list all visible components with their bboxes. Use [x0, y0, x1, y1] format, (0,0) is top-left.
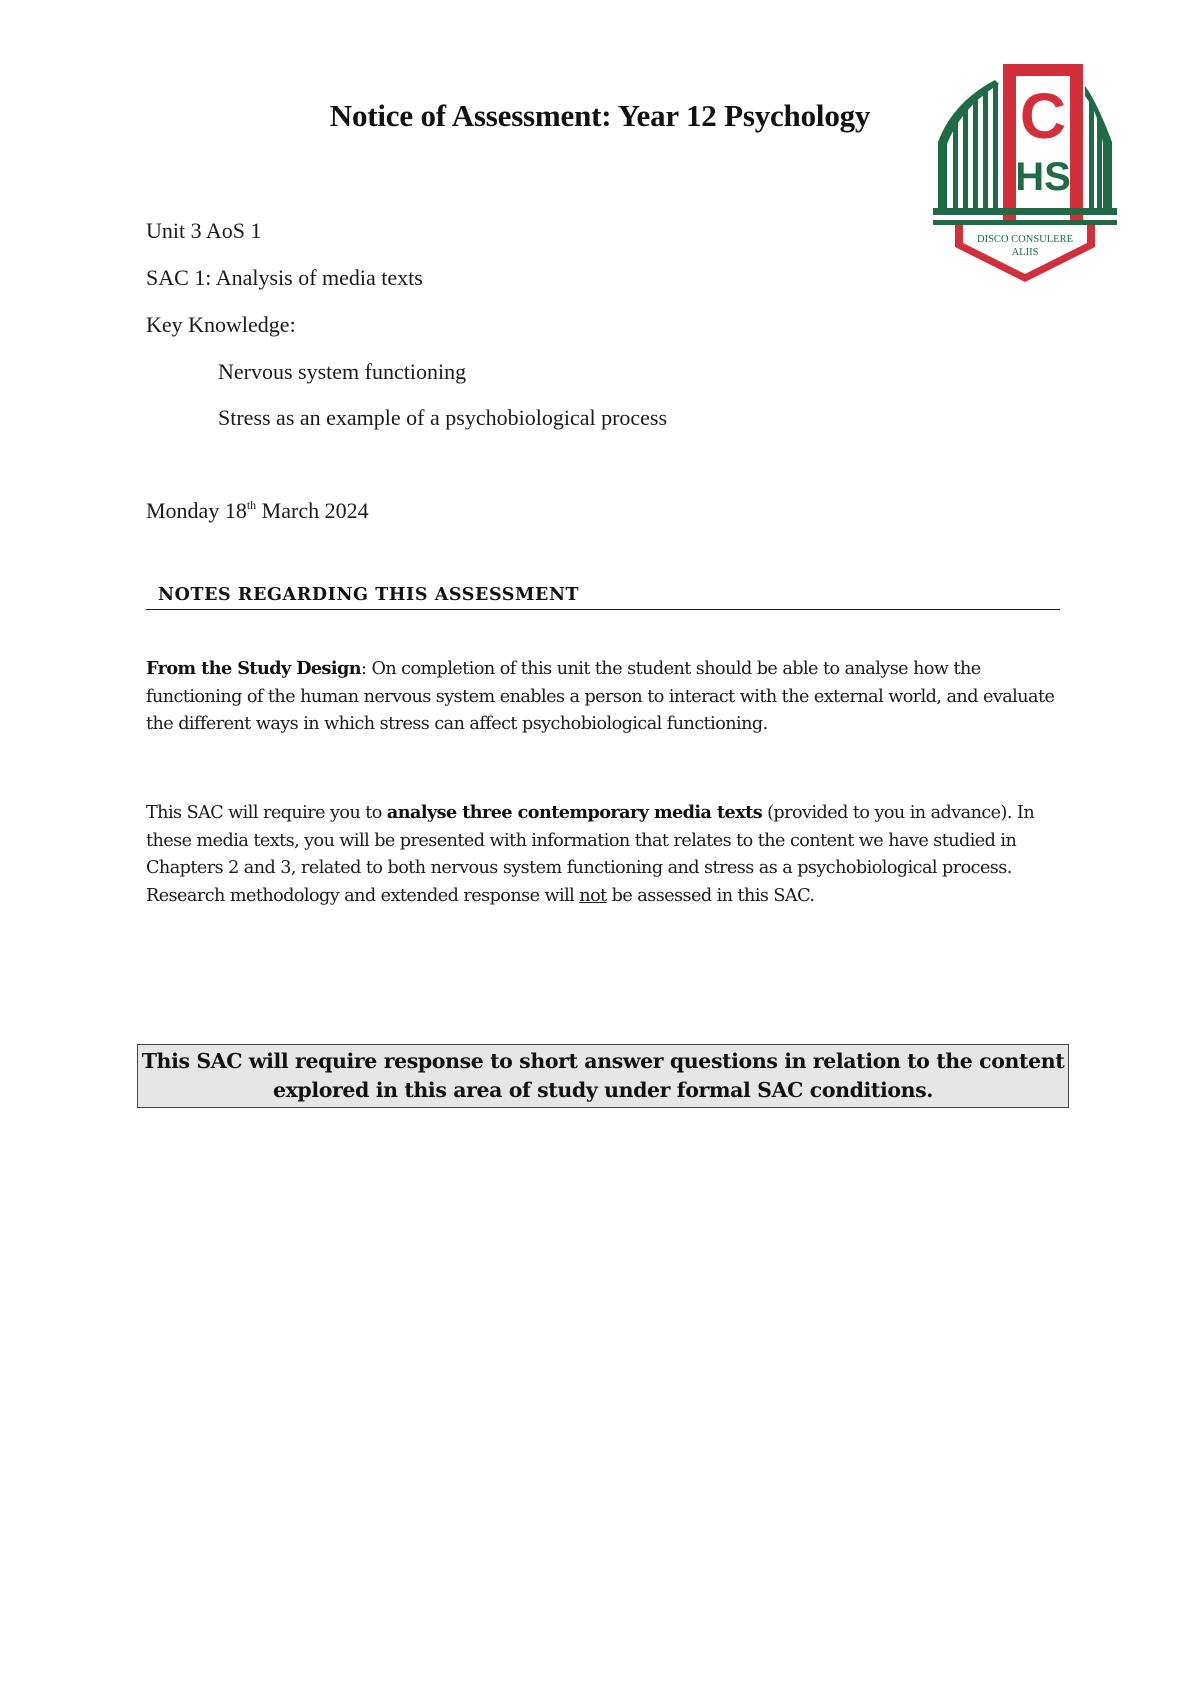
date-rest: March 2024	[256, 498, 369, 523]
conditions-callout-box	[137, 1044, 1069, 1108]
callout-line: This SAC will require response to short answer questions in relation to the content	[141, 1049, 1065, 1073]
sac-text-underline: not	[579, 885, 607, 906]
document-title: Notice of Assessment: Year 12 Psychology	[329, 98, 871, 133]
crest-motto-line1: DISCO CONSULERE	[977, 234, 1073, 245]
key-knowledge-item: Stress as an example of a psychobiological process	[218, 405, 668, 430]
unit-label: Unit 3 AoS 1	[146, 218, 262, 243]
study-design-text: : On completion of this unit the student should be able to analyse how the functioning of the human nervous system enables a person to interact with the external world, and evaluate the different ways in which stress can affect psychobiological functioning.	[146, 659, 1055, 734]
sac-text-emphasis: analyse three contemporary media texts	[386, 802, 763, 823]
sac-title: SAC 1: Analysis of media texts	[146, 265, 423, 290]
date-prefix: Monday 18	[146, 498, 247, 523]
school-crest-logo	[933, 62, 1117, 284]
crest-motto-line2: ALIIS	[1011, 247, 1039, 258]
sac-text-part2: (provided to you in advance). In these media texts, you will be presented with information that relates to the content we have studied in Chapters 2 and 3, related to both nervous system functioning and stress as a psychobiological process. Research methodology and extended response will	[146, 803, 1035, 906]
notes-heading: NOTES REGARDING THIS ASSESSMENT	[146, 583, 1060, 610]
key-knowledge-label: Key Knowledge:	[146, 312, 296, 337]
sac-text-part1: This SAC will require you to	[146, 803, 387, 823]
crest-letter-c: C	[1019, 80, 1067, 152]
study-design-paragraph	[146, 655, 1076, 739]
study-design-label: From the Study Design	[146, 658, 362, 679]
assessment-date	[146, 498, 369, 524]
callout-line: explored in this area of study under formal SAC conditions.	[272, 1078, 934, 1102]
sac-text-part3: be assessed in this SAC.	[606, 885, 815, 906]
key-knowledge-item: Nervous system functioning	[218, 359, 467, 384]
sac-description-paragraph	[146, 799, 1076, 910]
crest-letters-hs: HS	[1015, 155, 1071, 199]
date-ordinal: th	[246, 498, 257, 512]
